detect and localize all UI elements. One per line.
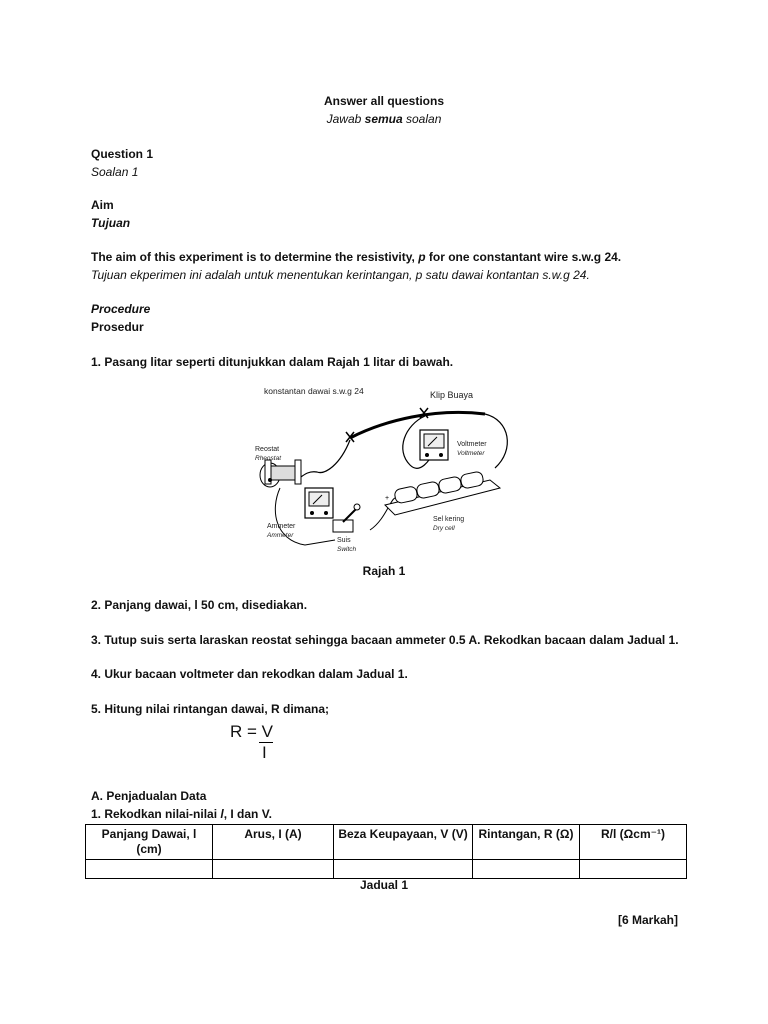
label-ammeter: Ammeter bbox=[267, 523, 296, 530]
label-clip: Klip Buaya bbox=[430, 390, 474, 400]
procedure-step-5: 5. Hitung nilai rintangan dawai, R dimana; bbox=[91, 702, 330, 716]
data-table bbox=[85, 824, 687, 879]
switch bbox=[333, 504, 360, 532]
voltmeter bbox=[420, 430, 448, 460]
table-cell[interactable] bbox=[213, 860, 334, 879]
label-rheostat-en: Rheostat bbox=[255, 455, 282, 462]
table-cell[interactable] bbox=[580, 860, 687, 879]
dry-cells bbox=[385, 471, 500, 515]
label-wire: konstantan dawai s.w.g 24 bbox=[264, 386, 364, 396]
aim-text-ms: Tujuan ekperimen ini adalah untuk menentukan kerintangan, p satu dawai kontantan s.w.g 24. bbox=[91, 268, 590, 282]
table-header-cell: Arus, I (A) bbox=[213, 825, 334, 860]
question-label: Question 1 bbox=[91, 147, 154, 161]
procedure-step-3: 3. Tutup suis serta laraskan reostat sehingga bacaan ammeter 0.5 A. Rekodkan bacaan dalam Jadual 1. bbox=[91, 633, 679, 647]
page-title: Answer all questions bbox=[323, 94, 445, 108]
table-caption: Jadual 1 bbox=[359, 878, 409, 892]
marks-label: [6 Markah] bbox=[617, 913, 678, 927]
procedure-step-1: 1. Pasang litar seperti ditunjukkan dalam Rajah 1 litar di bawah. bbox=[91, 355, 454, 369]
table-header-cell: Rintangan, R (Ω) bbox=[473, 825, 580, 860]
ammeter bbox=[305, 488, 333, 518]
rheostat bbox=[260, 460, 301, 487]
table-cell[interactable] bbox=[473, 860, 580, 879]
table-row bbox=[86, 860, 687, 879]
table-header-cell: R/l (Ωcm⁻¹) bbox=[580, 825, 687, 860]
label-voltmeter: Voltmeter bbox=[457, 441, 487, 448]
aim-heading-ms: Tujuan bbox=[91, 216, 131, 230]
figure-caption: Rajah 1 bbox=[362, 564, 406, 578]
label-cell: Sel kering bbox=[433, 516, 465, 523]
label-cell-en: Dry cell bbox=[433, 525, 455, 532]
formula-denominator: I bbox=[262, 743, 267, 762]
svg-text:+: + bbox=[385, 495, 390, 502]
label-switch-en: Switch bbox=[337, 546, 357, 553]
table-cell[interactable] bbox=[334, 860, 473, 879]
label-rheostat: Reostat bbox=[255, 446, 280, 453]
formula-numerator: R = V bbox=[230, 722, 273, 741]
label-voltmeter-en: Voltmeter bbox=[457, 450, 485, 457]
aim-heading: Aim bbox=[91, 198, 114, 212]
procedure-step-2: 2. Panjang dawai, l 50 cm, disediakan. bbox=[91, 598, 308, 612]
procedure-heading: Procedure bbox=[91, 302, 151, 316]
table-header-cell: Panjang Dawai, l (cm) bbox=[86, 825, 213, 860]
table-cell[interactable] bbox=[86, 860, 213, 879]
question-label-ms: Soalan 1 bbox=[91, 165, 139, 179]
page-title-ms: Jawab semua soalan bbox=[326, 112, 442, 126]
table-header-row bbox=[86, 825, 687, 860]
procedure-heading-ms: Prosedur bbox=[91, 320, 144, 334]
table-header-cell: Beza Keupayaan, V (V) bbox=[334, 825, 473, 860]
aim-text: The aim of this experiment is to determine the resistivity, p for one constantant wire s.w.g 24. bbox=[91, 250, 622, 264]
section-a-heading: A. Penjadualan Data bbox=[91, 789, 207, 803]
label-ammeter-en: Ammeter bbox=[267, 532, 294, 539]
circuit-diagram bbox=[245, 380, 520, 560]
constantan-wire bbox=[350, 412, 485, 438]
procedure-step-4: 4. Ukur bacaan voltmeter dan rekodkan dalam Jadual 1. bbox=[91, 667, 408, 681]
section-a-instruction: 1. Rekodkan nilai-nilai l, I dan V. bbox=[91, 807, 272, 821]
label-switch: Suis bbox=[337, 537, 351, 544]
